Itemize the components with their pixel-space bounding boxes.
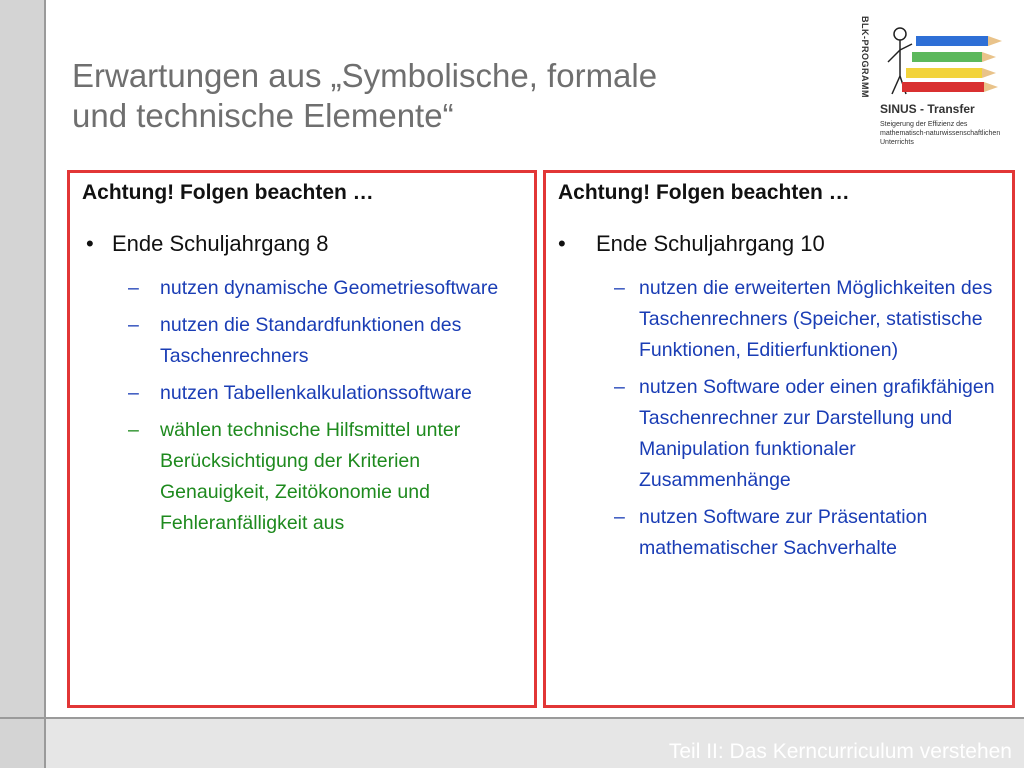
list-item-text: nutzen die erweiterten Möglichkeiten des Taschenrechners (Speicher, statistische Funktionen, Editierfunktionen) [639,277,993,361]
logo-vertical-text: BLK-PROGRAMM [860,16,870,98]
list-item-text: nutzen Tabellenkalkulationssoftware [160,382,472,404]
list-item [614,502,1008,564]
list-item-text: wählen technische Hilfsmittel unter Berücksichtigung der Kriterien Genauigkeit, Zeitökonomie und Fehleranfälligkeit aus [160,419,461,534]
list-item-text: nutzen die Standardfunktionen des Taschenrechners [160,314,462,367]
list-item [128,310,528,372]
panel-heading: Achtung! Folgen beachten … [558,181,850,204]
list-item [614,372,1008,496]
main-bullet [86,231,329,257]
dash-marker: – [128,277,139,299]
sub-item-list [614,273,1008,570]
footer-bar [46,717,1024,768]
list-item [128,415,528,539]
bullet-dot: • [558,231,566,256]
list-item-text: nutzen Software zur Präsentation mathematischer Sachverhalte [639,506,928,559]
dash-marker: – [614,506,625,528]
pencils-icon [856,14,1016,104]
slide-title [72,56,832,136]
left-sidebar-bar [0,0,46,768]
left-bar-bottom-cell [0,717,44,768]
slide-title-line-2: und technische Elemente“ [72,97,454,134]
slide-title-line-1: Erwartungen aus „Symbolische, formale [72,57,658,94]
bullet-dot: • [86,231,94,256]
dash-marker: – [128,382,139,404]
panel-heading: Achtung! Folgen beachten … [82,181,374,204]
bullet-text: Ende Schuljahrgang 10 [596,231,825,256]
dash-marker: – [614,277,625,299]
list-item [128,273,528,304]
logo-tagline: Steigerung der Effizienz des mathematisch-naturwissenschaftlichen Unterrichts [880,121,1001,146]
panel-schuljahrgang-10 [543,170,1015,708]
footer-text: Teil II: Das Kerncurriculum verstehen [668,740,1012,763]
list-item-text: nutzen Software oder einen grafikfähigen Taschenrechner zur Darstellung und Manipulation funktionaler Zusammenhänge [639,376,995,491]
list-item [128,378,528,409]
panel-schuljahrgang-8 [67,170,537,708]
dash-marker: – [128,419,139,441]
logo-name: SINUS - Transfer [880,102,975,116]
bullet-text: Ende Schuljahrgang 8 [112,231,329,256]
dash-marker: – [128,314,139,336]
sub-item-list [128,273,528,545]
sinus-transfer-logo [856,14,1016,154]
list-item-text: nutzen dynamische Geometriesoftware [160,277,499,299]
list-item [614,273,1008,366]
dash-marker: – [614,376,625,398]
main-bullet [558,231,825,257]
